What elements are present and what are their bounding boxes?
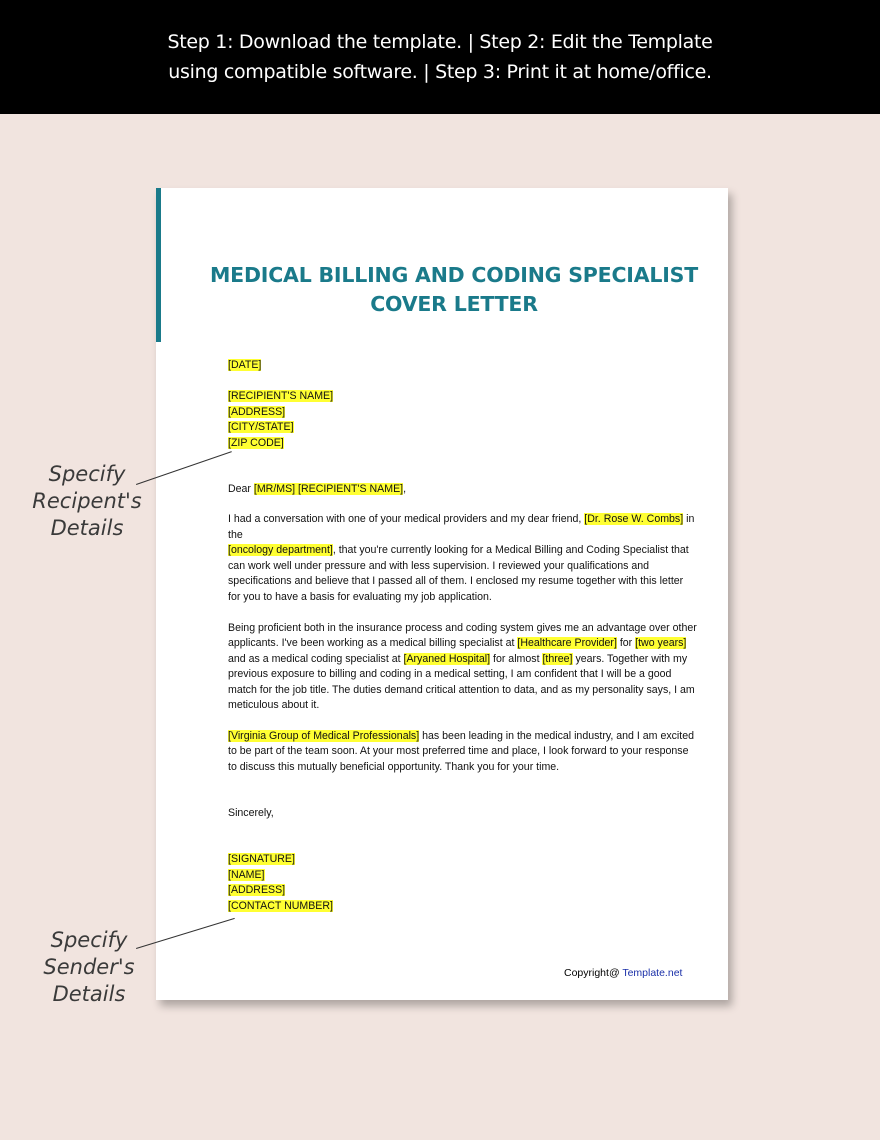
salutation: Dear [MR/MS] [RECIPIENT'S NAME], — [228, 483, 407, 495]
letter-title-line-2: COVER LETTER — [370, 292, 538, 316]
paragraph-1-line-2: the — [228, 528, 243, 541]
paragraph-3-line-1: [Virginia Group of Medical Professionals] has been leading in the medical industry, and I am excited — [228, 729, 695, 742]
banner-line-2: using compatible software. | Step 3: Print it at home/office. — [168, 61, 712, 83]
paragraph-1-line-6: for you to have a basis for evaluating my job application. — [228, 590, 492, 603]
sender-contact-field: [CONTACT NUMBER] — [228, 899, 333, 912]
callout-line-3: Details — [50, 516, 124, 540]
paragraph-3-line-2: to be part of the team soon. At your most preferred time and place, I look forward to your response — [228, 745, 689, 757]
recipient-city-field: [CITY/STATE] — [228, 421, 294, 433]
callout-line-2: Sender's — [43, 955, 135, 979]
date-field: [DATE] — [228, 359, 262, 371]
sender-name-field: [NAME] — [228, 868, 265, 881]
paragraph-2-line-4: previous exposure to billing and coding in a medical setting, I am confident that I will be a good — [228, 668, 672, 680]
paragraph-3-line-3: to discuss this mutually beneficial opportunity. Thank you for your time. — [228, 760, 560, 773]
copyright-notice: Copyright@ Template.net — [564, 967, 683, 979]
callout-line-2: Recipent's — [32, 489, 142, 513]
paragraph-1-line-1: I had a conversation with one of your medical providers and my dear friend, [Dr. Rose W. Combs] in — [228, 513, 695, 525]
paragraph-2-line-1: Being proficient both in the insurance process and coding system gives me an advantage over other — [228, 621, 697, 634]
paragraph-1-line-5: specifications and believe that I passed all of them. I enclosed my resume together with this letter — [228, 575, 684, 587]
closing: Sincerely, — [228, 807, 274, 819]
sender-callout — [24, 927, 154, 1008]
letter-page — [156, 188, 728, 1000]
callout-line-1: Specify — [48, 462, 126, 486]
paragraph-2-line-3: and as a medical coding specialist at [Aryaned Hospital] for almost [three] years. Together with my — [228, 652, 688, 665]
recipient-zip-field: [ZIP CODE] — [228, 436, 284, 449]
callout-line-1: Specify — [50, 928, 128, 952]
banner-line-1: Step 1: Download the template. | Step 2: Edit the Template — [167, 31, 713, 53]
recipient-callout — [22, 461, 152, 542]
recipient-name-field: [RECIPIENT'S NAME] — [228, 390, 334, 402]
sender-signature-field: [SIGNATURE] — [228, 853, 295, 865]
paragraph-2-line-2: applicants. I've been working as a medical billing specialist at [Healthcare Provider] for [two years] — [228, 637, 687, 649]
paragraph-2-line-6: meticulous about it. — [228, 699, 320, 711]
paragraph-2-line-5: match for the job title. The duties demand critical attention to data, and as my personality says, I am — [228, 683, 695, 696]
recipient-address-field: [ADDRESS] — [228, 405, 286, 418]
paragraph-1-line-4: can work well under pressure and with less supervision. I reviewed your qualifications and — [228, 559, 650, 572]
accent-bar — [156, 188, 161, 342]
paragraph-1-line-3: [oncology department], that you're currently looking for a Medical Billing and Coding Specialist that — [228, 544, 689, 556]
sender-address-field: [ADDRESS] — [228, 884, 286, 896]
instruction-banner — [0, 0, 880, 114]
template-net-link[interactable]: Template.net — [622, 967, 683, 979]
letter-title-line-1: MEDICAL BILLING AND CODING SPECIALIST — [209, 263, 699, 287]
callout-line-3: Details — [52, 982, 126, 1006]
